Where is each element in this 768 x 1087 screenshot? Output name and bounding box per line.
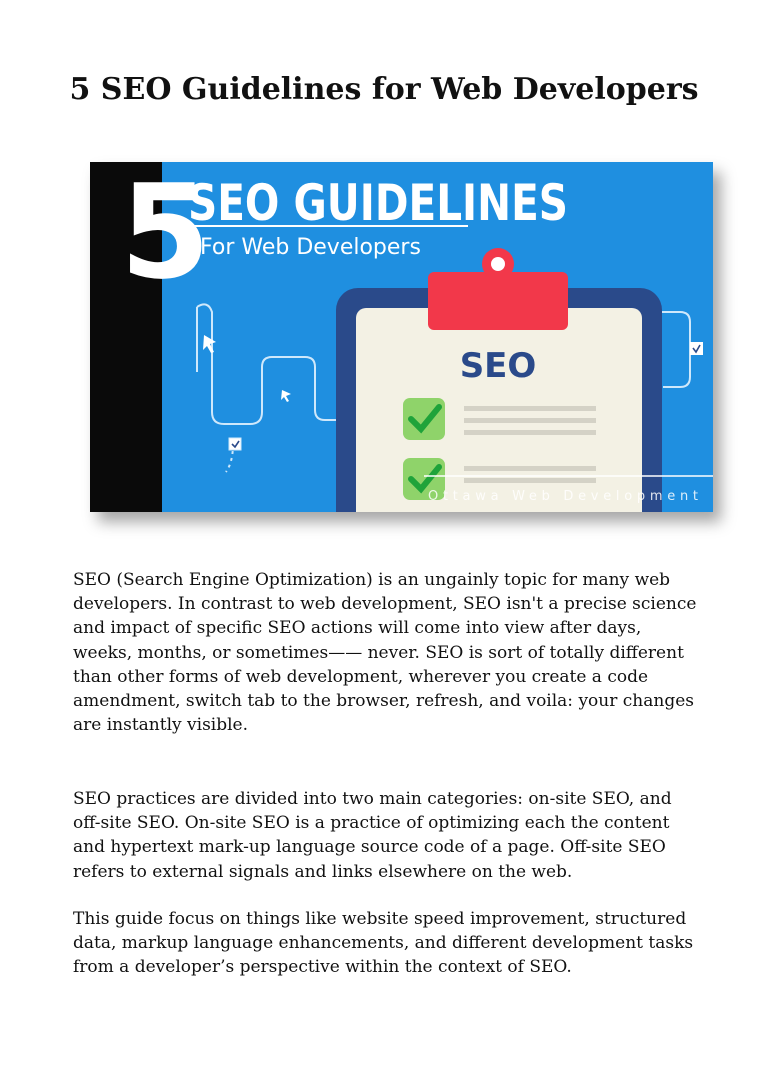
banner-subheadline: For Web Developers bbox=[200, 235, 421, 260]
body-paragraph-2: SEO practices are divided into two main categories: on-site SEO, and off-site SEO. On-site SEO is a practice of optimizing each the content and hypertext mark-up language source code of a page. Off-site SEO refers to external signals and links elsewhere on the web. bbox=[73, 789, 672, 882]
banner-big-number: 5 bbox=[120, 162, 211, 308]
body-paragraph-3: This guide focus on things like website speed improvement, structured data, markup language enhancements, and different development tasks from a developer’s perspective within the context of SEO. bbox=[73, 909, 694, 978]
banner-watermark: Ottawa Web Development bbox=[428, 489, 698, 504]
banner-image bbox=[90, 162, 713, 512]
body-paragraph-1: SEO (Search Engine Optimization) is an ungainly topic for many web developers. In contrast to web development, SEO isn't a precise science and impact of specific SEO actions will come into view after days, weeks, months, or sometimes—— never. SEO is sort of totally different than other forms of web development, wherever you create a code amendment, switch tab to the browser, refresh, and voila: your changes are instantly visible. bbox=[73, 570, 697, 736]
clipboard-seo-label: SEO bbox=[459, 346, 537, 386]
banner-headline: SEO GUIDELINES bbox=[188, 174, 568, 232]
small-checkbox-icon-left bbox=[229, 438, 241, 450]
small-checkbox-icon-right bbox=[690, 342, 703, 355]
page-title: 5 SEO Guidelines for Web Developers bbox=[69, 72, 699, 107]
